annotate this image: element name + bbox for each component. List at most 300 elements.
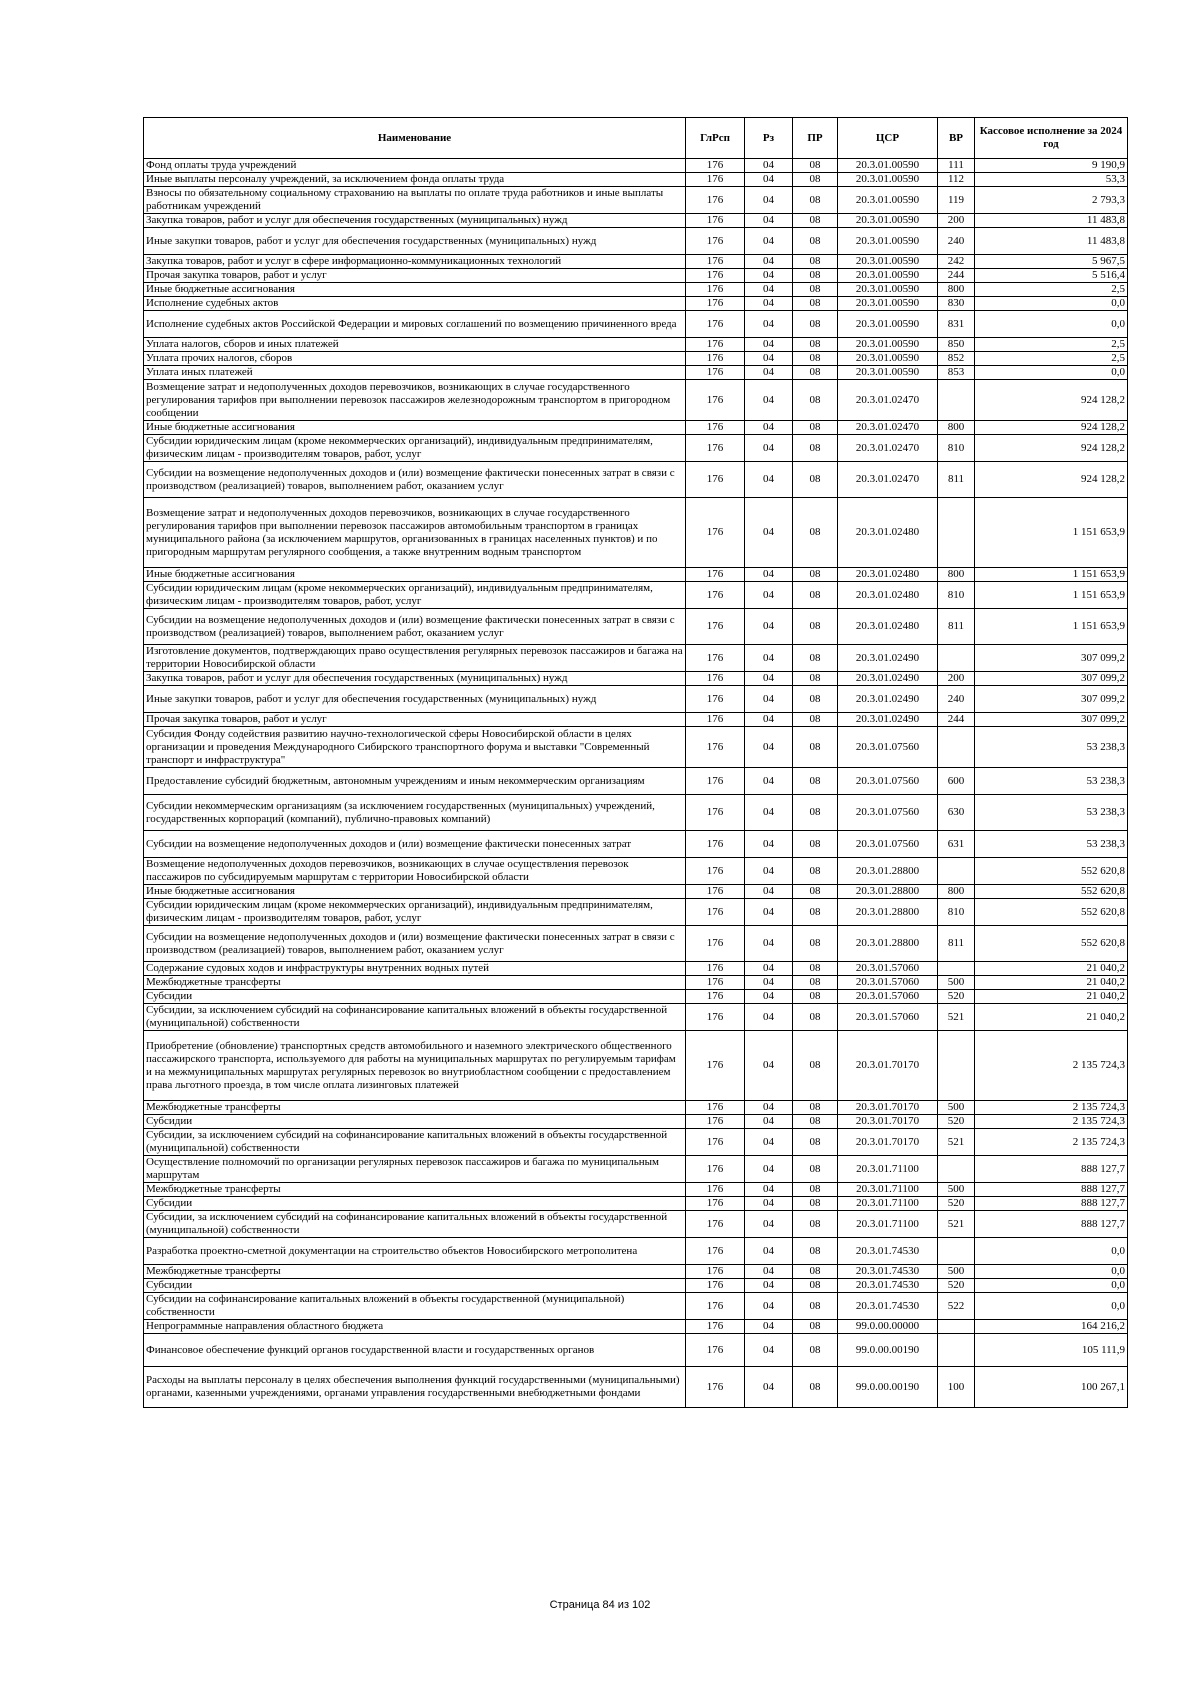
cell-csr: 20.3.01.07560 [838,768,938,795]
cell-rz: 04 [745,269,793,283]
cell-execution: 1 151 653,9 [975,568,1128,582]
cell-vr: 811 [938,462,975,498]
cell-csr: 20.3.01.74530 [838,1238,938,1265]
cell-vr: 500 [938,1183,975,1197]
cell-pr: 08 [793,255,838,269]
cell-vr: 111 [938,159,975,173]
cell-csr: 20.3.01.71100 [838,1156,938,1183]
col-header-csr: ЦСР [838,118,938,159]
cell-csr: 20.3.01.02470 [838,462,938,498]
table-row [144,582,1128,609]
table-row [144,1334,1128,1367]
cell-csr: 20.3.01.00590 [838,297,938,311]
cell-glrsp: 176 [686,1238,745,1265]
cell-csr: 20.3.01.02480 [838,568,938,582]
cell-pr: 08 [793,1367,838,1408]
table-row [144,1183,1128,1197]
cell-csr: 20.3.01.28800 [838,899,938,926]
cell-vr: 831 [938,311,975,338]
cell-vr [938,1156,975,1183]
cell-csr: 20.3.01.00590 [838,214,938,228]
table-row [144,187,1128,214]
cell-pr: 08 [793,228,838,255]
cell-pr: 08 [793,311,838,338]
cell-glrsp: 176 [686,926,745,962]
cell-glrsp: 176 [686,885,745,899]
cell-vr: 522 [938,1293,975,1320]
cell-rz: 04 [745,899,793,926]
cell-rz: 04 [745,568,793,582]
cell-glrsp: 176 [686,976,745,990]
cell-csr: 20.3.01.71100 [838,1197,938,1211]
table-row [144,435,1128,462]
table-row [144,768,1128,795]
table-row [144,1279,1128,1293]
cell-rz: 04 [745,311,793,338]
table-row [144,214,1128,228]
cell-csr: 20.3.01.00590 [838,228,938,255]
cell-csr: 20.3.01.00590 [838,338,938,352]
table-row [144,380,1128,421]
cell-name: Исполнение судебных актов [144,297,686,311]
cell-pr: 08 [793,1293,838,1320]
cell-csr: 20.3.01.00590 [838,366,938,380]
cell-rz: 04 [745,672,793,686]
cell-csr: 20.3.01.07560 [838,795,938,831]
cell-glrsp: 176 [686,159,745,173]
cell-vr: 810 [938,899,975,926]
cell-name: Уплата иных платежей [144,366,686,380]
cell-name: Прочая закупка товаров, работ и услуг [144,713,686,727]
cell-execution: 164 216,2 [975,1320,1128,1334]
cell-execution: 5 967,5 [975,255,1128,269]
table-row [144,713,1128,727]
cell-name: Финансовое обеспечение функций органов государственной власти и государственных органов [144,1334,686,1367]
cell-execution: 2,5 [975,338,1128,352]
cell-glrsp: 176 [686,352,745,366]
cell-csr: 20.3.01.28800 [838,885,938,899]
cell-name: Иные бюджетные ассигнования [144,283,686,297]
cell-execution: 307 099,2 [975,645,1128,672]
cell-name: Предоставление субсидий бюджетным, автономным учреждениям и иным некоммерческим организациям [144,768,686,795]
cell-pr: 08 [793,1115,838,1129]
table-row [144,795,1128,831]
cell-csr: 20.3.01.00590 [838,352,938,366]
table-row [144,672,1128,686]
cell-name: Субсидии на возмещение недополученных доходов и (или) возмещение фактически понесенных затрат [144,831,686,858]
cell-execution: 0,0 [975,297,1128,311]
cell-vr: 850 [938,338,975,352]
budget-table [143,117,1128,1408]
cell-execution: 924 128,2 [975,380,1128,421]
cell-pr: 08 [793,173,838,187]
cell-name: Субсидии некоммерческим организациям (за исключением государственных (муниципальных) учреждений, государственных корпораций (компаний), публично-правовых компаний) [144,795,686,831]
page-footer: Страница 84 из 102 [549,1599,651,1611]
cell-rz: 04 [745,795,793,831]
cell-glrsp: 176 [686,686,745,713]
cell-execution: 2 135 724,3 [975,1115,1128,1129]
table-row [144,498,1128,568]
cell-csr: 20.3.01.74530 [838,1265,938,1279]
cell-glrsp: 176 [686,1367,745,1408]
cell-rz: 04 [745,297,793,311]
cell-name: Изготовление документов, подтверждающих право осуществления регулярных перевозок пассажиров и багажа на территории Новосибирской области [144,645,686,672]
cell-glrsp: 176 [686,1197,745,1211]
cell-rz: 04 [745,1367,793,1408]
cell-name: Приобретение (обновление) транспортных средств автомобильного и наземного электрического общественного пассажирского транспорта, используемого для работы на муниципальных маршрутах по регулируемым тарифам и на межмуниципальных маршрутах регулярных перевозок во внутриобластном сообщении с предоставлением права льготного проезда, в том числе оплата лизинговых платежей [144,1031,686,1101]
cell-name: Субсидии [144,990,686,1004]
cell-pr: 08 [793,582,838,609]
table-row [144,1129,1128,1156]
table-row [144,1031,1128,1101]
cell-csr: 20.3.01.57060 [838,962,938,976]
cell-execution: 11 483,8 [975,214,1128,228]
cell-name: Непрограммные направления областного бюджета [144,1320,686,1334]
table-row [144,269,1128,283]
cell-csr: 20.3.01.70170 [838,1129,938,1156]
cell-csr: 20.3.01.00590 [838,255,938,269]
cell-rz: 04 [745,1334,793,1367]
table-row [144,228,1128,255]
cell-rz: 04 [745,976,793,990]
cell-rz: 04 [745,1101,793,1115]
cell-rz: 04 [745,1279,793,1293]
cell-glrsp: 176 [686,1101,745,1115]
cell-execution: 105 111,9 [975,1334,1128,1367]
cell-execution: 307 099,2 [975,686,1128,713]
cell-glrsp: 176 [686,582,745,609]
cell-pr: 08 [793,990,838,1004]
cell-vr [938,1238,975,1265]
cell-execution: 21 040,2 [975,962,1128,976]
cell-rz: 04 [745,435,793,462]
table-row [144,421,1128,435]
cell-pr: 08 [793,1101,838,1115]
cell-name: Иные выплаты персоналу учреждений, за исключением фонда оплаты труда [144,173,686,187]
cell-execution: 5 516,4 [975,269,1128,283]
cell-rz: 04 [745,421,793,435]
cell-name: Субсидии [144,1197,686,1211]
cell-vr: 500 [938,1101,975,1115]
cell-vr: 244 [938,269,975,283]
table-row [144,1101,1128,1115]
cell-csr: 99.0.00.00190 [838,1367,938,1408]
cell-pr: 08 [793,352,838,366]
cell-rz: 04 [745,645,793,672]
cell-execution: 1 151 653,9 [975,582,1128,609]
cell-glrsp: 176 [686,380,745,421]
cell-pr: 08 [793,366,838,380]
cell-name: Субсидии на возмещение недополученных доходов и (или) возмещение фактически понесенных затрат в связи с производством (реализацией) товаров, выполнением работ, оказанием услуг [144,609,686,645]
cell-vr: 800 [938,885,975,899]
cell-vr: 521 [938,1129,975,1156]
cell-glrsp: 176 [686,1293,745,1320]
cell-rz: 04 [745,1129,793,1156]
cell-execution: 0,0 [975,1293,1128,1320]
cell-rz: 04 [745,214,793,228]
cell-glrsp: 176 [686,831,745,858]
table-row [144,1367,1128,1408]
cell-pr: 08 [793,1183,838,1197]
cell-pr: 08 [793,1004,838,1031]
cell-csr: 20.3.01.71100 [838,1211,938,1238]
cell-name: Уплата прочих налогов, сборов [144,352,686,366]
table-row [144,255,1128,269]
cell-pr: 08 [793,1129,838,1156]
cell-rz: 04 [745,159,793,173]
cell-pr: 08 [793,380,838,421]
table-row [144,1115,1128,1129]
table-row [144,1293,1128,1320]
cell-glrsp: 176 [686,962,745,976]
cell-pr: 08 [793,269,838,283]
cell-execution: 552 620,8 [975,858,1128,885]
table-row [144,976,1128,990]
cell-vr: 119 [938,187,975,214]
cell-execution: 53 238,3 [975,831,1128,858]
cell-csr: 20.3.01.02480 [838,582,938,609]
cell-pr: 08 [793,672,838,686]
cell-execution: 0,0 [975,366,1128,380]
cell-name: Иные бюджетные ассигнования [144,421,686,435]
cell-name: Закупка товаров, работ и услуг для обеспечения государственных (муниципальных) нужд [144,214,686,228]
cell-vr: 521 [938,1004,975,1031]
cell-vr [938,1334,975,1367]
cell-name: Межбюджетные трансферты [144,1101,686,1115]
cell-rz: 04 [745,187,793,214]
cell-glrsp: 176 [686,255,745,269]
col-header-rz: Рз [745,118,793,159]
table-row [144,727,1128,768]
table-row [144,1197,1128,1211]
cell-name: Субсидии [144,1279,686,1293]
table-row [144,990,1128,1004]
cell-vr: 810 [938,435,975,462]
cell-execution: 53 238,3 [975,768,1128,795]
cell-execution: 2,5 [975,283,1128,297]
cell-rz: 04 [745,926,793,962]
cell-csr: 20.3.01.71100 [838,1183,938,1197]
cell-vr: 830 [938,297,975,311]
cell-glrsp: 176 [686,1115,745,1129]
cell-glrsp: 176 [686,228,745,255]
cell-csr: 20.3.01.02480 [838,609,938,645]
cell-execution: 9 190,9 [975,159,1128,173]
cell-pr: 08 [793,435,838,462]
cell-glrsp: 176 [686,338,745,352]
cell-name: Субсидии на возмещение недополученных доходов и (или) возмещение фактически понесенных затрат в связи с производством (реализацией) товаров, выполнением работ, оказанием услуг [144,926,686,962]
cell-csr: 20.3.01.00590 [838,173,938,187]
table-row [144,899,1128,926]
cell-name: Субсидии юридическим лицам (кроме некоммерческих организаций), индивидуальным предпринимателям, физическим лицам - производителям товаров, работ, услуг [144,435,686,462]
cell-csr: 20.3.01.00590 [838,159,938,173]
cell-vr [938,858,975,885]
cell-glrsp: 176 [686,283,745,297]
table-row [144,926,1128,962]
cell-name: Прочая закупка товаров, работ и услуг [144,269,686,283]
cell-csr: 20.3.01.57060 [838,976,938,990]
cell-csr: 20.3.01.74530 [838,1293,938,1320]
cell-name: Иные бюджетные ассигнования [144,885,686,899]
cell-execution: 552 620,8 [975,885,1128,899]
cell-csr: 20.3.01.02490 [838,713,938,727]
cell-execution: 888 127,7 [975,1197,1128,1211]
cell-rz: 04 [745,727,793,768]
cell-vr: 810 [938,582,975,609]
cell-execution: 0,0 [975,1279,1128,1293]
table-row [144,962,1128,976]
cell-vr: 631 [938,831,975,858]
table-header-row [144,118,1128,159]
cell-name: Возмещение затрат и недополученных доходов перевозчиков, возникающих в случае государственного регулирования тарифов при выполнении перевозок пассажиров железнодорожным транспортом в пригородном сообщении [144,380,686,421]
col-header-pr: ПР [793,118,838,159]
cell-pr: 08 [793,976,838,990]
table-row [144,159,1128,173]
cell-rz: 04 [745,462,793,498]
table-row [144,1004,1128,1031]
table-row [144,297,1128,311]
cell-glrsp: 176 [686,462,745,498]
cell-name: Субсидии [144,1115,686,1129]
cell-pr: 08 [793,1265,838,1279]
cell-execution: 53 238,3 [975,795,1128,831]
cell-name: Субсидии, за исключением субсидий на софинансирование капитальных вложений в объекты государственной (муниципальной) собственности [144,1211,686,1238]
cell-name: Возмещение недополученных доходов перевозчиков, возникающих в случае осуществления перевозок пассажиров по субсидируемым маршрутам с территории Новосибирской области [144,858,686,885]
cell-vr: 500 [938,1265,975,1279]
cell-vr: 811 [938,926,975,962]
cell-glrsp: 176 [686,1129,745,1156]
cell-pr: 08 [793,462,838,498]
cell-csr: 20.3.01.74530 [838,1279,938,1293]
cell-glrsp: 176 [686,1183,745,1197]
cell-vr: 800 [938,568,975,582]
cell-name: Осуществление полномочий по организации регулярных перевозок пассажиров и багажа по муниципальным маршрутам [144,1156,686,1183]
cell-pr: 08 [793,338,838,352]
cell-name: Разработка проектно-сметной документации на строительство объектов Новосибирского метрополитена [144,1238,686,1265]
table-row [144,173,1128,187]
cell-pr: 08 [793,214,838,228]
cell-csr: 99.0.00.00190 [838,1334,938,1367]
table-row [144,858,1128,885]
cell-csr: 20.3.01.02470 [838,435,938,462]
cell-pr: 08 [793,568,838,582]
cell-glrsp: 176 [686,297,745,311]
cell-pr: 08 [793,713,838,727]
cell-pr: 08 [793,686,838,713]
cell-rz: 04 [745,858,793,885]
cell-name: Иные бюджетные ассигнования [144,568,686,582]
cell-pr: 08 [793,1197,838,1211]
cell-rz: 04 [745,582,793,609]
cell-execution: 21 040,2 [975,1004,1128,1031]
cell-execution: 0,0 [975,1238,1128,1265]
cell-glrsp: 176 [686,1156,745,1183]
cell-rz: 04 [745,1211,793,1238]
cell-vr [938,962,975,976]
cell-csr: 20.3.01.00590 [838,283,938,297]
cell-pr: 08 [793,187,838,214]
cell-csr: 20.3.01.02470 [838,421,938,435]
cell-glrsp: 176 [686,498,745,568]
cell-csr: 20.3.01.00590 [838,311,938,338]
cell-name: Субсидии, за исключением субсидий на софинансирование капитальных вложений в объекты государственной (муниципальной) собственности [144,1004,686,1031]
table-row [144,338,1128,352]
cell-execution: 21 040,2 [975,990,1128,1004]
cell-glrsp: 176 [686,214,745,228]
cell-vr [938,645,975,672]
cell-name: Межбюджетные трансферты [144,976,686,990]
cell-name: Закупка товаров, работ и услуг для обеспечения государственных (муниципальных) нужд [144,672,686,686]
cell-execution: 11 483,8 [975,228,1128,255]
cell-execution: 888 127,7 [975,1183,1128,1197]
cell-csr: 99.0.00.00000 [838,1320,938,1334]
cell-glrsp: 176 [686,173,745,187]
cell-vr: 242 [938,255,975,269]
cell-execution: 888 127,7 [975,1211,1128,1238]
cell-glrsp: 176 [686,713,745,727]
cell-name: Возмещение затрат и недополученных доходов перевозчиков, возникающих в случае государственного регулирования тарифов при выполнении перевозок пассажиров автомобильным транспортом в границах муниципального района (за исключением маршрутов, организованных в границах населенных пунктов) и по пригородным маршрутам регулярного сообщения, а также внутренним водным транспортом [144,498,686,568]
cell-pr: 08 [793,159,838,173]
cell-glrsp: 176 [686,187,745,214]
cell-csr: 20.3.01.02490 [838,645,938,672]
cell-glrsp: 176 [686,1320,745,1334]
cell-glrsp: 176 [686,727,745,768]
cell-rz: 04 [745,366,793,380]
cell-vr: 811 [938,609,975,645]
cell-pr: 08 [793,962,838,976]
cell-vr: 521 [938,1211,975,1238]
cell-execution: 2 135 724,3 [975,1129,1128,1156]
cell-execution: 924 128,2 [975,462,1128,498]
table-row [144,686,1128,713]
cell-vr: 240 [938,228,975,255]
cell-glrsp: 176 [686,421,745,435]
table-row [144,1320,1128,1334]
cell-name: Исполнение судебных актов Российской Федерации и мировых соглашений по возмещению причиненного вреда [144,311,686,338]
cell-csr: 20.3.01.07560 [838,831,938,858]
table-row [144,1265,1128,1279]
cell-csr: 20.3.01.02490 [838,686,938,713]
cell-name: Межбюджетные трансферты [144,1183,686,1197]
cell-csr: 20.3.01.70170 [838,1115,938,1129]
table-row [144,609,1128,645]
cell-vr: 800 [938,421,975,435]
cell-vr: 600 [938,768,975,795]
cell-pr: 08 [793,297,838,311]
cell-vr: 100 [938,1367,975,1408]
cell-csr: 20.3.01.00590 [838,269,938,283]
table-row [144,831,1128,858]
cell-rz: 04 [745,990,793,1004]
cell-rz: 04 [745,768,793,795]
table-row [144,645,1128,672]
cell-glrsp: 176 [686,609,745,645]
cell-pr: 08 [793,609,838,645]
cell-rz: 04 [745,713,793,727]
cell-csr: 20.3.01.70170 [838,1101,938,1115]
cell-glrsp: 176 [686,1031,745,1101]
cell-csr: 20.3.01.28800 [838,926,938,962]
cell-glrsp: 176 [686,1004,745,1031]
cell-execution: 100 267,1 [975,1367,1128,1408]
cell-vr [938,1320,975,1334]
col-header-vr: ВР [938,118,975,159]
cell-rz: 04 [745,1031,793,1101]
cell-pr: 08 [793,831,838,858]
cell-pr: 08 [793,421,838,435]
cell-csr: 20.3.01.70170 [838,1031,938,1101]
cell-glrsp: 176 [686,899,745,926]
